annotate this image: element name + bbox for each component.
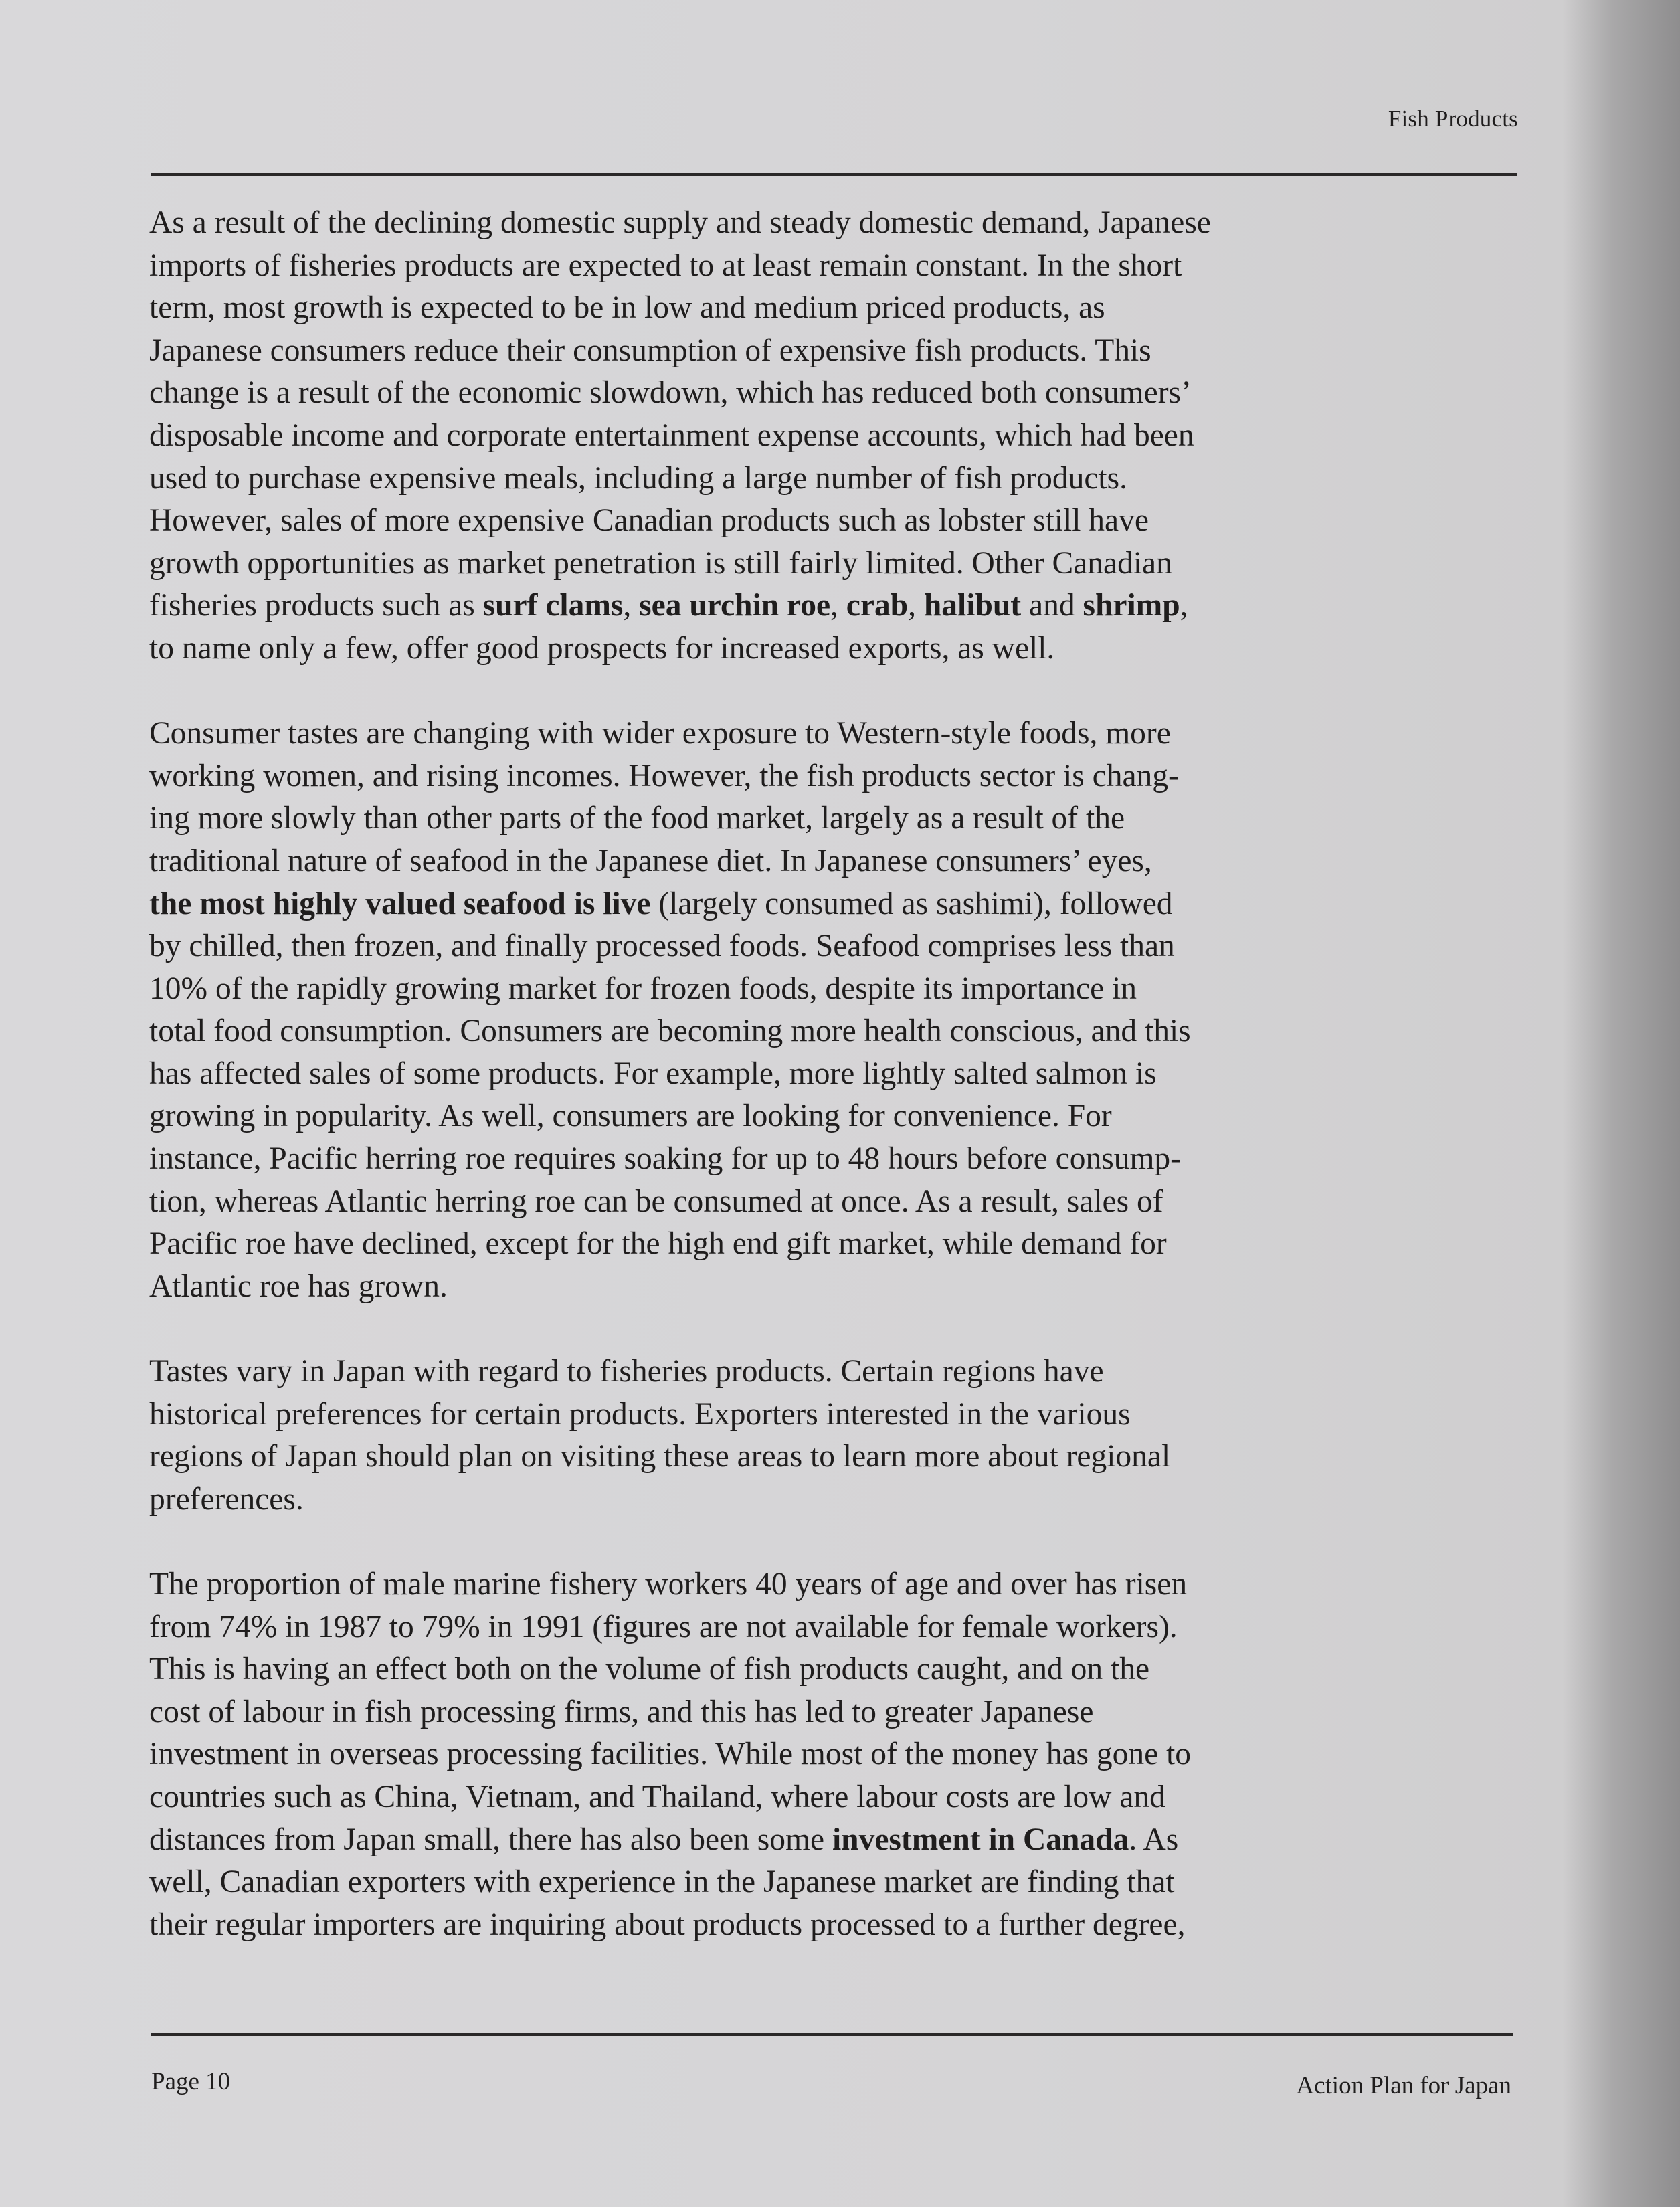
text-segment: countries such as China, Vietnam, and Thailand, where labour costs are low and — [149, 1779, 1165, 1814]
text-segment: change is a result of the economic slowdown, which has reduced both consumers’ — [149, 375, 1192, 411]
text-line — [149, 755, 1527, 798]
body-text — [149, 202, 1527, 1989]
text-segment: investment in overseas processing facilities. While most of the money has gone to — [149, 1737, 1192, 1772]
text-segment: distances from Japan small, there has also been some — [149, 1822, 832, 1857]
text-segment: and — [1021, 588, 1083, 623]
text-line — [149, 500, 1527, 543]
text-line — [149, 372, 1527, 415]
text-segment: preferences. — [149, 1481, 304, 1517]
text-segment: disposable income and corporate entertainment expense accounts, which had been — [149, 417, 1194, 453]
bold-phrase: halibut — [923, 588, 1022, 623]
paragraph — [149, 1563, 1527, 1946]
text-segment: tion, whereas Atlantic herring roe can be consumed at once. As a result, sales of — [149, 1183, 1163, 1219]
text-segment: ing more slowly than other parts of the food market, largely as a result of the — [149, 801, 1125, 836]
text-segment: by chilled, then frozen, and finally processed foods. Seafood comprises less than — [149, 929, 1175, 964]
document-title: Action Plan for Japan — [1296, 2072, 1511, 2099]
text-line — [149, 797, 1527, 840]
text-line — [149, 1223, 1527, 1266]
text-line — [149, 968, 1527, 1011]
text-segment: , — [623, 588, 640, 623]
text-line — [149, 1861, 1527, 1904]
bold-phrase: crab — [846, 588, 909, 623]
text-line — [149, 1181, 1527, 1224]
text-line — [149, 1904, 1527, 1947]
page-number: Page 10 — [151, 2068, 231, 2095]
text-line — [149, 1691, 1527, 1734]
text-segment: has affected sales of some products. For example, more lightly salted salmon is — [149, 1056, 1157, 1091]
bold-phrase: investment in Canada — [832, 1822, 1129, 1857]
text-segment: their regular importers are inquiring about products processed to a further degree, — [149, 1907, 1186, 1942]
text-segment: 10% of the rapidly growing market for frozen foods, despite its importance in — [149, 971, 1137, 1006]
text-segment: As a result of the declining domestic supply and steady domestic demand, Japanese — [149, 205, 1211, 240]
paragraph — [149, 712, 1527, 1308]
footer-rule — [151, 2033, 1513, 2036]
text-line — [149, 202, 1527, 245]
text-line — [149, 1053, 1527, 1096]
text-line — [149, 1819, 1527, 1862]
text-segment: Tastes vary in Japan with regard to fisheries products. Certain regions have — [149, 1354, 1104, 1389]
text-line — [149, 330, 1527, 373]
text-line — [149, 1478, 1527, 1521]
text-segment: growth opportunities as market penetration is still fairly limited. Other Canadian — [149, 545, 1172, 581]
text-segment: , — [830, 588, 846, 623]
text-segment: instance, Pacific herring roe requires soaking for up to 48 hours before consump- — [149, 1141, 1181, 1177]
text-segment: to name only a few, offer good prospects for increased exports, as well. — [149, 630, 1055, 666]
text-segment: Consumer tastes are changing with wider exposure to Western-style foods, more — [149, 716, 1171, 751]
text-segment: regions of Japan should plan on visiting these areas to learn more about regional — [149, 1439, 1171, 1474]
text-line — [149, 415, 1527, 458]
text-line — [149, 1733, 1527, 1776]
paragraph — [149, 1351, 1527, 1521]
text-segment: traditional nature of seafood in the Japanese diet. In Japanese consumers’ eyes, — [149, 843, 1152, 878]
bold-phrase: the most highly valued seafood is live — [149, 886, 651, 921]
text-line — [149, 1351, 1527, 1394]
text-segment: cost of labour in fish processing firms, and this has led to greater Japanese — [149, 1694, 1094, 1729]
text-segment: The proportion of male marine fishery workers 40 years of age and over has risen — [149, 1567, 1188, 1602]
header-rule — [151, 173, 1517, 176]
text-segment: imports of fisheries products are expected to at least remain constant. In the short — [149, 248, 1182, 283]
text-segment: Japanese consumers reduce their consumption of expensive fish products. This — [149, 332, 1151, 368]
text-line — [149, 585, 1527, 628]
text-line — [149, 287, 1527, 330]
text-line — [149, 1776, 1527, 1819]
text-segment: growing in popularity. As well, consumers are looking for convenience. For — [149, 1098, 1112, 1134]
text-line — [149, 1606, 1527, 1649]
text-segment: fisheries products such as — [149, 588, 483, 623]
text-line — [149, 1648, 1527, 1691]
text-line — [149, 1010, 1527, 1053]
text-segment: Pacific roe have declined, except for the high end gift market, while demand for — [149, 1226, 1167, 1262]
bold-phrase: sea urchin roe — [639, 588, 831, 623]
text-segment: working women, and rising incomes. However, the fish products sector is chang- — [149, 758, 1179, 793]
text-line — [149, 543, 1527, 585]
text-segment: , — [1180, 588, 1188, 623]
text-line — [149, 458, 1527, 500]
text-line — [149, 1394, 1527, 1436]
text-segment: historical preferences for certain products. Exporters interested in the various — [149, 1396, 1131, 1432]
paragraph — [149, 202, 1527, 670]
text-line — [149, 712, 1527, 755]
text-line — [149, 1266, 1527, 1309]
text-segment: , — [908, 588, 924, 623]
text-line — [149, 883, 1527, 926]
text-segment: However, sales of more expensive Canadian products such as lobster still have — [149, 503, 1149, 539]
text-segment: term, most growth is expected to be in low and medium priced products, as — [149, 290, 1105, 326]
text-segment: from 74% in 1987 to 79% in 1991 (figures are not available for female workers). — [149, 1609, 1178, 1644]
text-line — [149, 1138, 1527, 1181]
text-line — [149, 1563, 1527, 1606]
text-segment: . As — [1129, 1822, 1179, 1857]
running-header: Fish Products — [1388, 106, 1518, 132]
text-segment: used to purchase expensive meals, including a large number of fish products. — [149, 460, 1127, 496]
text-segment: Atlantic roe has grown. — [149, 1268, 448, 1304]
text-line — [149, 1436, 1527, 1478]
text-line — [149, 628, 1527, 670]
text-segment: well, Canadian exporters with experience in the Japanese market are finding that — [149, 1864, 1175, 1900]
text-line — [149, 1095, 1527, 1138]
text-line — [149, 840, 1527, 883]
text-line — [149, 925, 1527, 968]
text-segment: total food consumption. Consumers are becoming more health conscious, and this — [149, 1014, 1191, 1049]
text-segment: (largely consumed as sashimi), followed — [650, 886, 1173, 921]
bold-phrase: shrimp — [1083, 588, 1180, 623]
text-segment: This is having an effect both on the volume of fish products caught, and on the — [149, 1652, 1150, 1687]
bold-phrase: surf clams — [482, 588, 624, 623]
text-line — [149, 245, 1527, 288]
